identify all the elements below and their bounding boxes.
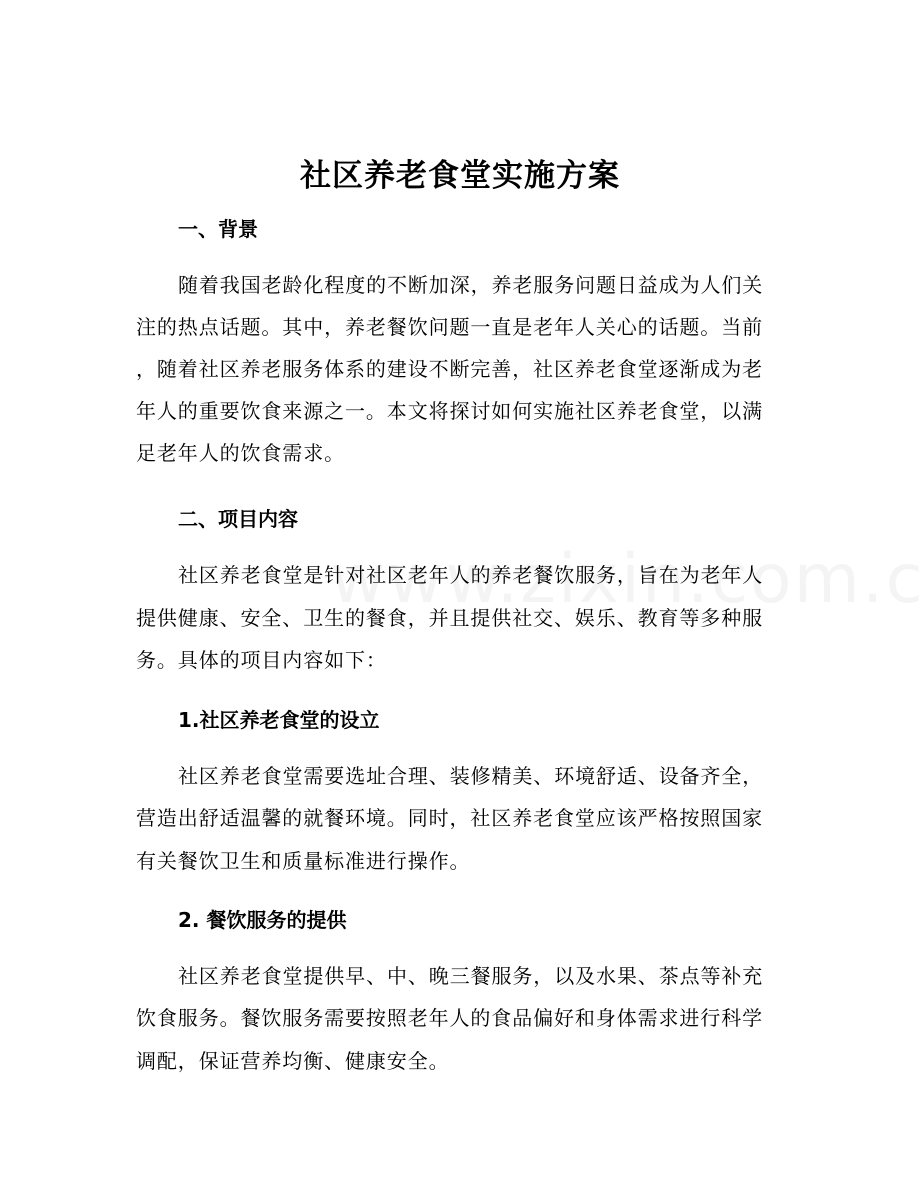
subsection-heading-setup: 1.社区养老食堂的设立 xyxy=(178,708,380,732)
paragraph-line: 社区养老食堂提供早、中、晚三餐服务，以及水果、茶点等补充 xyxy=(178,964,764,988)
paragraph-line: 注的热点话题。其中，养老餐饮问题一直是老年人关心的话题。当前 xyxy=(136,315,763,339)
paragraph-line: ，随着社区养老服务体系的建设不断完善，社区养老食堂逐渐成为老 xyxy=(136,357,763,381)
paragraph-line: 随着我国老龄化程度的不断加深，养老服务问题日益成为人们关 xyxy=(178,273,764,297)
document-title: 社区养老食堂实施方案 xyxy=(300,158,620,194)
section-heading-project-content: 二、项目内容 xyxy=(178,507,298,531)
section-heading-background: 一、背景 xyxy=(178,217,258,241)
paragraph-line: 务。具体的项目内容如下： xyxy=(136,648,387,672)
subsection-heading-catering: 2. 餐饮服务的提供 xyxy=(178,908,347,932)
paragraph-line: 有关餐饮卫生和质量标准进行操作。 xyxy=(136,849,471,873)
paragraph-line: 足老年人的饮食需求。 xyxy=(136,441,345,465)
paragraph-line: 年人的重要饮食来源之一。本文将探讨如何实施社区养老食堂，以满 xyxy=(136,399,763,423)
paragraph-line: 调配，保证营养均衡、健康安全。 xyxy=(136,1049,450,1073)
paragraph-line: 社区养老食堂是针对社区老年人的养老餐饮服务，旨在为老年人 xyxy=(178,563,764,587)
paragraph-line: 营造出舒适温馨的就餐环境。同时，社区养老食堂应该严格按照国家 xyxy=(136,806,763,830)
paragraph-line: 提供健康、安全、卫生的餐食，并且提供社交、娱乐、教育等多种服 xyxy=(136,606,763,630)
paragraph-line: 饮食服务。餐饮服务需要按照老年人的食品偏好和身体需求进行科学 xyxy=(136,1006,763,1030)
paragraph-line: 社区养老食堂需要选址合理、装修精美、环境舒适、设备齐全， xyxy=(178,764,764,788)
